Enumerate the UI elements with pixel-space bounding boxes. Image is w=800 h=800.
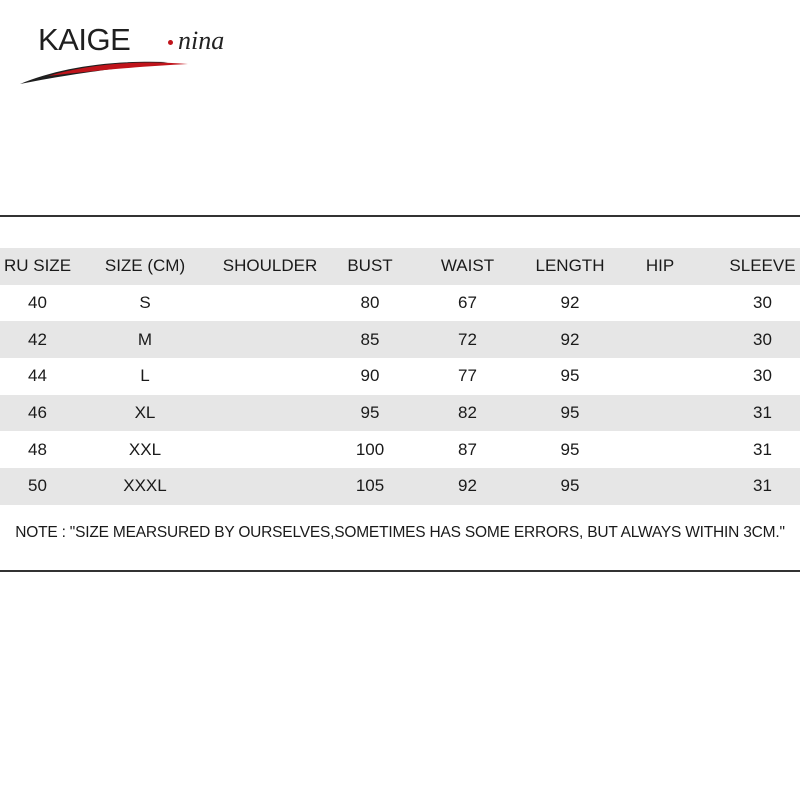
cell-bust: 95 (360, 403, 380, 423)
brand-name: KAIGE (38, 22, 131, 57)
brand-dot (168, 40, 173, 45)
cell-bust: 105 (355, 476, 385, 496)
table-row (0, 468, 800, 505)
cell-length: 92 (560, 329, 580, 349)
table-row (0, 285, 800, 322)
cell-size-cm: XXL (128, 439, 162, 459)
cell-size-cm: XL (134, 403, 156, 423)
table-row (0, 321, 800, 358)
brand-sub: nina (178, 26, 225, 55)
cell-shoulder (215, 285, 325, 322)
cell-sleeve: 31 (753, 403, 772, 423)
cell-shoulder (215, 468, 325, 505)
cell-ru-size: 50 (28, 476, 47, 496)
cell-hip (625, 358, 695, 395)
cell-waist: 82 (458, 403, 477, 423)
header-ru-size: RU SIZE (3, 256, 72, 276)
table-row (0, 395, 800, 432)
cell-sleeve: 30 (753, 293, 772, 313)
cell-ru-size: 48 (28, 439, 47, 459)
header-length: LENGTH (535, 256, 605, 276)
cell-shoulder (215, 358, 325, 395)
cell-ru-size: 42 (28, 329, 47, 349)
table-row (0, 358, 800, 395)
header-sleeve: SLEEVE (729, 256, 796, 276)
cell-sleeve: 31 (753, 476, 772, 496)
header-hip: HIP (645, 256, 675, 276)
header-bust: BUST (347, 256, 393, 276)
cell-size-cm: XXXL (123, 476, 167, 496)
cell-ru-size: 40 (28, 293, 47, 313)
header-shoulder: SHOULDER (222, 256, 318, 276)
cell-size-cm: L (140, 366, 150, 386)
cell-bust: 90 (360, 366, 380, 386)
cell-waist: 87 (458, 439, 477, 459)
cell-waist: 92 (458, 476, 477, 496)
cell-hip (625, 431, 695, 468)
brand-logo (18, 18, 258, 78)
divider-top (0, 215, 800, 217)
cell-sleeve: 30 (753, 366, 772, 386)
cell-shoulder (215, 321, 325, 358)
cell-waist: 72 (458, 329, 477, 349)
size-note: NOTE : "SIZE MEARSURED BY OURSELVES,SOMETIMES HAS SOME ERRORS, BUT ALWAYS WITHIN 3CM." (15, 524, 785, 541)
cell-sleeve: 31 (753, 439, 772, 459)
cell-length: 95 (560, 403, 580, 423)
cell-shoulder (215, 395, 325, 432)
cell-shoulder (215, 431, 325, 468)
cell-hip (625, 285, 695, 322)
cell-bust: 100 (355, 439, 385, 459)
cell-length: 95 (560, 439, 580, 459)
cell-bust: 80 (360, 293, 380, 313)
header-waist: WAIST (440, 256, 495, 276)
cell-length: 95 (560, 366, 580, 386)
table-row (0, 431, 800, 468)
table-header-row (0, 248, 800, 285)
header-size-cm: SIZE (CM) (104, 256, 186, 276)
cell-hip (625, 395, 695, 432)
cell-ru-size: 46 (28, 403, 47, 423)
cell-length: 95 (560, 476, 580, 496)
cell-hip (625, 468, 695, 505)
cell-hip (625, 321, 695, 358)
size-table (0, 248, 800, 505)
cell-bust: 85 (360, 329, 380, 349)
cell-size-cm: S (139, 293, 151, 313)
cell-waist: 67 (458, 293, 477, 313)
cell-size-cm: M (137, 329, 153, 349)
cell-sleeve: 30 (753, 329, 772, 349)
cell-length: 92 (560, 293, 580, 313)
cell-ru-size: 44 (28, 366, 47, 386)
cell-waist: 77 (458, 366, 477, 386)
divider-bottom (0, 570, 800, 572)
